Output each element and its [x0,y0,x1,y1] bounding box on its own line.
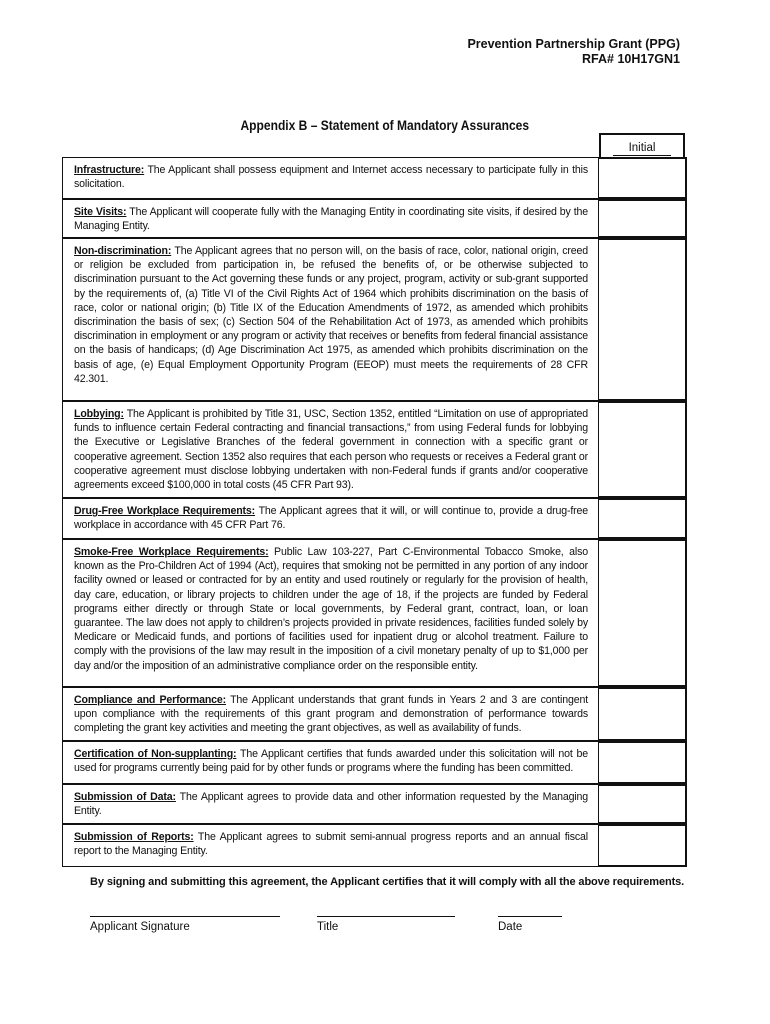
assurance-body: Public Law 103-227, Part C-Environmental Tobacco Smoke, also known as the Pro-Children Act of 1994 (Act), requires that smoking not be permitted in any portion of any indoor facility owned or leased or contracted for by an entity and used routinely or regularly for the provision of health, day care, education, or library projects to children under the age of 18, if the projects are funded by Federal programs either directly or through State or local governments, by Federal grant, contract, loan, or loan guarantee. The law does not apply to children’s projects provided in private residences, facilities funded solely by Medicare or Medicaid funds, and portions of facilities used for inpatient drug or alcohol treatment. Failure to comply with the provisions of the law may result in the imposition of a civil monetary penalty of up to $1,000 per day and/or the imposition of an administrative compliance order on the responsible entity. [74,546,588,672]
page-title [0,117,770,133]
assurance-body: The Applicant agrees to provide data and other information requested by the Managing Entity. [74,791,588,818]
assurance-heading: Compliance and Performance: [74,694,227,706]
assurance-heading: Submission of Data: [74,791,176,803]
assurance-body: The Applicant understands that grant funds in Years 2 and 3 are contingent upon compliance with the requirements of this grant program and demonstration of performance towards completing the grant key activities and meeting the grant objectives, as well as availability of funds. [74,694,588,735]
header-program-name: Prevention Partnership Grant (PPG) [467,37,680,51]
assurance-row-smoke-free [62,539,687,687]
initial-box-non-supplanting[interactable] [599,741,687,784]
initial-box-smoke-free[interactable] [599,539,687,687]
initial-column-header [599,133,685,157]
title-label: Title [317,921,339,933]
assurance-body: The Applicant certifies that funds awarded under this solicitation will not be used for programs currently being paid for by other funds or programs where the funding has been committed. [74,748,588,775]
assurance-body: The Applicant will cooperate fully with the Managing Entity in coordinating site visits, if desired by the Managing Entity. [74,206,588,233]
initial-box-lobbying[interactable] [599,401,687,498]
assurance-body: The Applicant agrees that no person will, on the basis of race, color, national origin, creed or religion be excluded from participation in, be refused the benefits of, or be otherwise subjected to discrimination pursuant to the Act governing these funds or any project, program, activity or sub-grant supported by the requirements of, (a) Title VI of the Civil Rights Act of 1964 which prohibits discrimination on the basis of race, color or national origin; (b) Title IX of the Education Amendments of 1972, as amended which prohibits discrimination the basis of sex; (c) Section 504 of the Rehabilitation Act of 1973, as amended which prohibits discrimination in employment or any program or activity that receives or benefits from federal financial assistance on the basis of handicaps; (d) Age Discrimination Act 1975, as amended which prohibits discrimination on the basis of age, (e) Equal Employment Opportunity Program (EEOP) must meets the requirements of 28 CFR 42.301. [74,245,588,385]
assurance-row-submission-reports [62,824,687,867]
date-line[interactable] [498,916,562,917]
initial-box-non-discrimination[interactable] [599,238,687,401]
assurance-heading: Non-discrimination: [74,245,172,257]
assurance-row-non-discrimination [62,238,687,401]
assurance-heading: Infrastructure: [74,164,145,176]
initial-box-site-visits[interactable] [599,199,687,238]
title-line[interactable] [317,916,455,917]
assurance-body: The Applicant shall possess equipment and Internet access necessary to participate fully in this solicitation. [74,164,588,191]
assurance-text [62,687,599,741]
assurance-row-non-supplanting [62,741,687,784]
assurance-row-infrastructure [62,157,687,199]
assurance-heading: Submission of Reports: [74,831,194,843]
assurance-text [62,157,599,199]
assurance-body: The Applicant is prohibited by Title 31, USC, Section 1352, entitled “Limitation on use of appropriated funds to influence certain Federal contracting and financial transactions,” from using Federal funds for lobbying the Executive or Legislative Branches of the federal government in connection with a specific grant or cooperative agreement. Section 1352 also requires that each person who requests or receives a Federal grant or cooperative agreement must disclose lobbying undertaken with non-Federal funds if grants and/or cooperative agreements exceed $100,000 in total costs (45 CFR Part 93). [74,408,588,492]
assurance-heading: Lobbying: [74,408,124,420]
date-label: Date [498,921,523,933]
assurance-heading: Certification of Non-supplanting: [74,748,237,760]
initial-box-drug-free[interactable] [599,498,687,539]
applicant-signature-label: Applicant Signature [90,921,190,933]
assurance-text [62,199,599,238]
assurance-text [62,784,599,824]
assurance-row-lobbying [62,401,687,498]
initial-box-submission-data[interactable] [599,784,687,824]
applicant-signature-line[interactable] [90,916,280,917]
assurance-row-drug-free [62,498,687,539]
assurance-row-submission-data [62,784,687,824]
assurance-text [62,741,599,784]
assurance-text [62,539,599,687]
assurance-row-site-visits [62,199,687,238]
page-title-text: Appendix B – Statement of Mandatory Assurances [240,117,530,133]
assurance-text [62,824,599,867]
assurance-text [62,238,599,401]
initial-box-infrastructure[interactable] [599,157,687,199]
assurance-body: The Applicant agrees that it will, or will continue to, provide a drug-free workplace in accordance with 45 CFR Part 76. [74,505,588,532]
initial-box-compliance[interactable] [599,687,687,741]
assurance-heading: Drug-Free Workplace Requirements: [74,505,256,517]
initial-label: Initial [613,142,671,156]
header-rfa-number: RFA# 10H17GN1 [582,52,680,66]
certification-statement: By signing and submitting this agreement, the Applicant certifies that it will comply with all the above requirements. [90,876,685,888]
assurance-heading: Site Visits: [74,206,127,218]
assurance-text [62,498,599,539]
assurance-row-compliance [62,687,687,741]
assurance-body: The Applicant agrees to submit semi-annual progress reports and an annual fiscal report to the Managing Entity. [74,831,588,858]
assurance-text [62,401,599,498]
initial-box-submission-reports[interactable] [599,824,687,867]
assurance-heading: Smoke-Free Workplace Requirements: [74,546,269,558]
